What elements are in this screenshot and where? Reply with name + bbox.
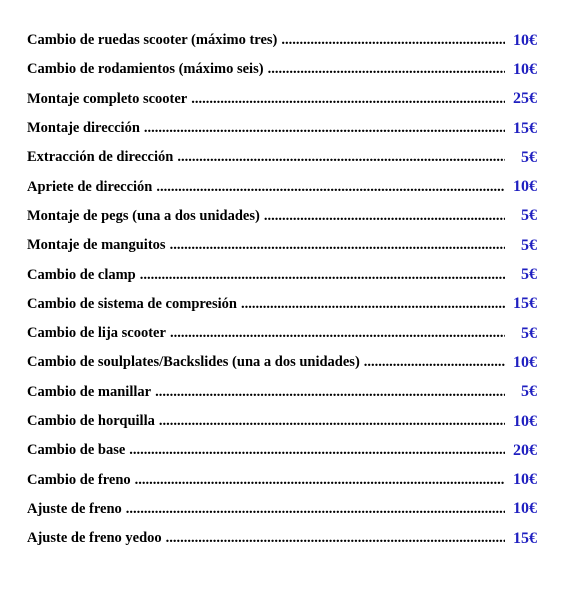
service-name: Extracción de dirección xyxy=(27,149,174,166)
service-name: Cambio de horquilla xyxy=(27,413,155,429)
dot-leader xyxy=(191,91,505,108)
price-row xyxy=(27,407,537,436)
service-name: Ajuste de freno xyxy=(27,500,122,517)
service-price: 15€ xyxy=(513,529,537,547)
dot-leader xyxy=(177,149,505,166)
price-row xyxy=(27,55,537,84)
price-row xyxy=(27,465,537,494)
dot-leader xyxy=(264,208,505,225)
service-name: Cambio de ruedas scooter (máximo tres) xyxy=(27,32,278,49)
dot-leader xyxy=(126,501,505,518)
price-row xyxy=(27,114,537,143)
service-name: Cambio de rodamientos (máximo seis) xyxy=(27,61,264,78)
dot-leader xyxy=(170,237,505,254)
price-row xyxy=(27,26,537,55)
price-row xyxy=(27,260,537,289)
service-price: 5€ xyxy=(521,236,537,254)
service-price: 10€ xyxy=(513,178,537,196)
price-row xyxy=(27,143,537,172)
service-name: Montaje de pegs (una a dos unidades) xyxy=(27,207,260,224)
price-row xyxy=(27,172,537,201)
dot-leader xyxy=(281,32,505,49)
price-row xyxy=(27,290,537,319)
price-row xyxy=(27,378,537,407)
service-price: 15€ xyxy=(513,119,537,137)
service-price: 5€ xyxy=(521,266,537,284)
service-price: 10€ xyxy=(513,500,537,518)
service-name: Cambio de manillar xyxy=(27,383,152,400)
service-price: 10€ xyxy=(513,31,537,49)
dot-leader xyxy=(156,179,505,196)
service-name: Montaje de manguitos xyxy=(27,237,166,254)
service-price: 15€ xyxy=(513,295,537,313)
dot-leader xyxy=(155,384,505,401)
dot-leader xyxy=(170,325,505,342)
service-price: 25€ xyxy=(513,90,537,108)
dot-leader xyxy=(159,413,505,430)
dot-leader xyxy=(135,472,505,489)
price-row xyxy=(27,319,537,348)
service-name: Montaje completo scooter xyxy=(27,90,188,107)
service-name: Cambio de soulplates/Backslides (una a dos unidades) xyxy=(27,354,360,371)
price-row xyxy=(27,436,537,465)
service-price: 5€ xyxy=(521,324,537,342)
service-name: Ajuste de freno yedoo xyxy=(27,530,162,547)
service-name: Cambio de clamp xyxy=(27,266,136,283)
service-price: 10€ xyxy=(513,60,537,78)
service-name: Cambio de lija scooter xyxy=(27,325,166,342)
service-price: 10€ xyxy=(513,412,537,430)
price-row xyxy=(27,202,537,231)
price-row xyxy=(27,524,537,553)
price-row xyxy=(27,231,537,260)
price-list xyxy=(27,26,537,553)
service-name: Apriete de dirección xyxy=(27,178,153,195)
service-name: Montaje dirección xyxy=(27,120,140,137)
dot-leader xyxy=(166,530,505,547)
service-name: Cambio de base xyxy=(27,442,126,459)
service-name: Cambio de sistema de compresión xyxy=(27,295,237,312)
dot-leader xyxy=(364,354,505,371)
dot-leader xyxy=(140,267,505,284)
service-price: 20€ xyxy=(513,441,537,459)
dot-leader xyxy=(241,296,505,313)
dot-leader xyxy=(268,61,505,78)
service-price: 5€ xyxy=(521,148,537,166)
dot-leader xyxy=(129,442,505,459)
price-row xyxy=(27,85,537,114)
service-price: 10€ xyxy=(513,353,537,371)
price-row xyxy=(27,348,537,377)
service-price: 5€ xyxy=(521,207,537,225)
service-name: Cambio de freno xyxy=(27,471,131,488)
price-row xyxy=(27,495,537,524)
dot-leader xyxy=(144,120,505,137)
service-price: 10€ xyxy=(513,471,537,489)
service-price: 5€ xyxy=(521,383,537,401)
